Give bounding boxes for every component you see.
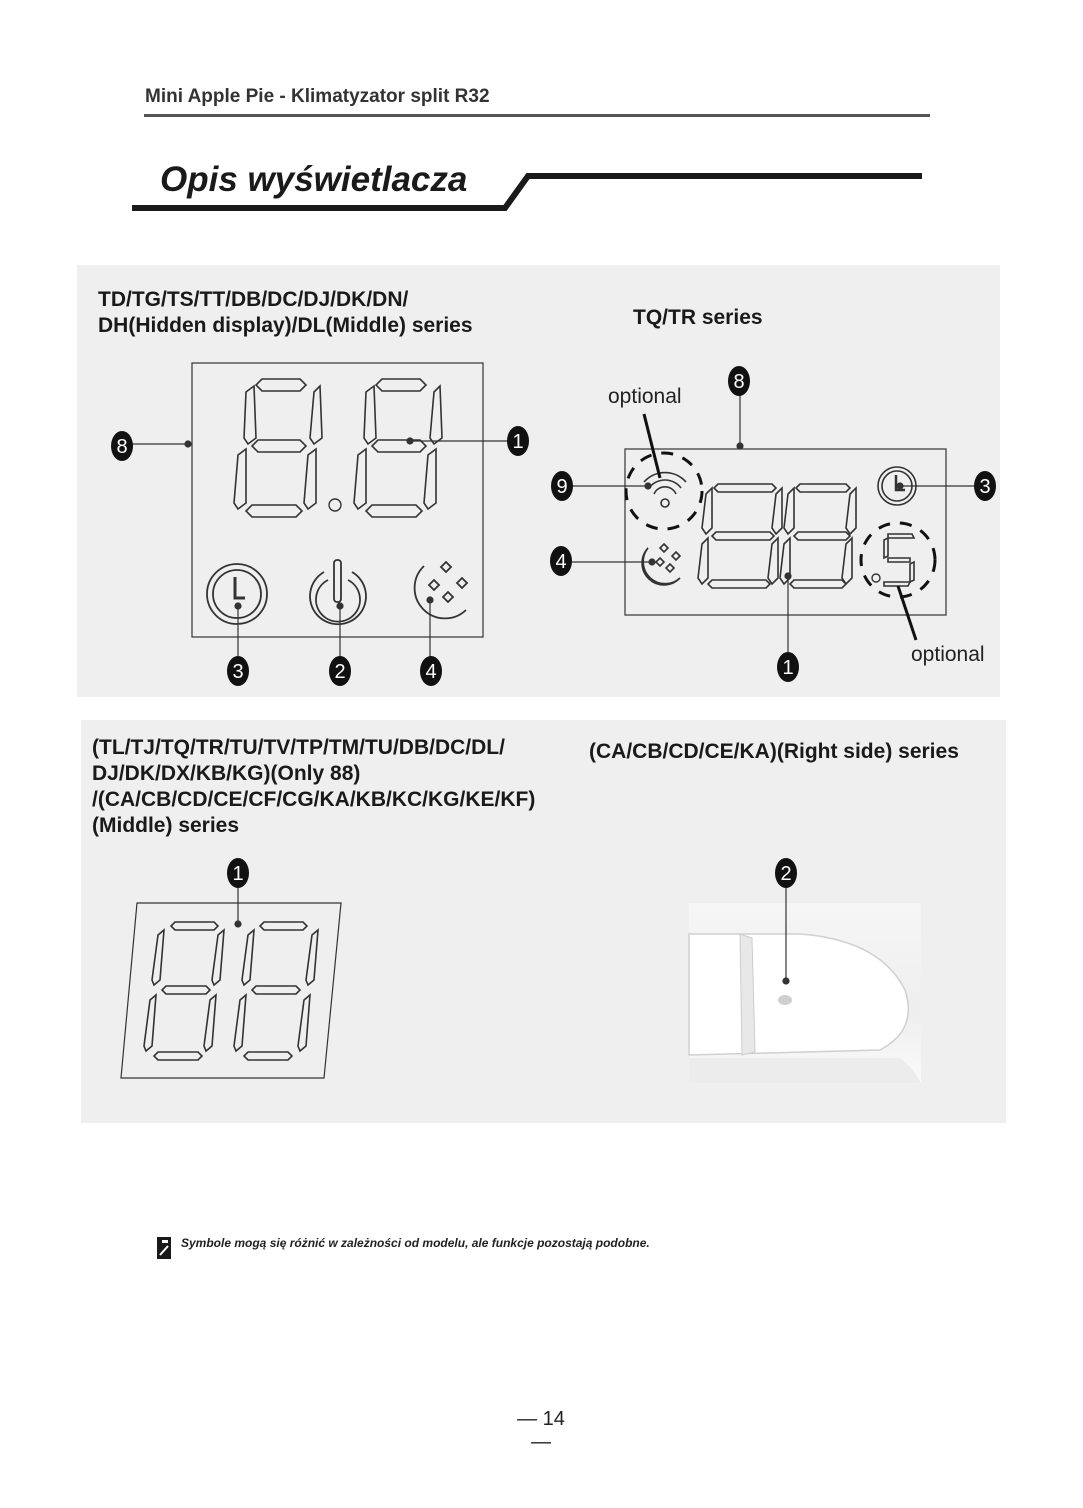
- optional-label: optional: [911, 643, 985, 666]
- footnote: Symbole mogą się różnić w zależności od modelu, ale funkcje pozostają podobne.: [181, 1236, 650, 1250]
- callout-4: 4: [425, 661, 437, 683]
- bottom-right-heading: (CA/CB/CD/CE/KA)(Right side) series: [589, 740, 959, 763]
- page-dash-right: —: [531, 1431, 551, 1453]
- page-number-value: 14: [542, 1408, 565, 1430]
- top-right-heading: TQ/TR series: [633, 306, 763, 329]
- callout-1: 1: [512, 431, 524, 453]
- heading-line: TD/TG/TS/TT/DB/DC/DJ/DK/DN/: [98, 288, 409, 311]
- callout-3: 3: [979, 476, 991, 498]
- page-number: [505, 1408, 577, 1454]
- heading-line: (Middle) series: [92, 814, 240, 837]
- heading-line: DH(Hidden display)/DL(Middle) series: [98, 314, 473, 337]
- callout-1: 1: [232, 863, 244, 885]
- callout-8: 8: [733, 371, 745, 393]
- page-dash-left: —: [517, 1408, 543, 1430]
- page-title: Opis wyświetlacza: [160, 160, 468, 199]
- callout-8: 8: [116, 436, 128, 458]
- callout-4: 4: [555, 551, 567, 573]
- callout-3: 3: [232, 661, 244, 683]
- callout-2: 2: [780, 863, 792, 885]
- document-header: Mini Apple Pie - Klimatyzator split R32: [145, 86, 490, 107]
- heading-line: DJ/DK/DX/KB/KG)(Only 88): [92, 762, 361, 785]
- callout-2: 2: [334, 661, 346, 683]
- heading-line: /(CA/CB/CD/CE/CF/CG/KA/KB/KC/KG/KE/KF): [92, 788, 536, 811]
- callout-9: 9: [556, 476, 568, 498]
- callout-1: 1: [782, 657, 794, 679]
- optional-label: optional: [608, 385, 682, 408]
- heading-line: (TL/TJ/TQ/TR/TU/TV/TP/TM/TU/DB/DC/DL/: [92, 736, 505, 759]
